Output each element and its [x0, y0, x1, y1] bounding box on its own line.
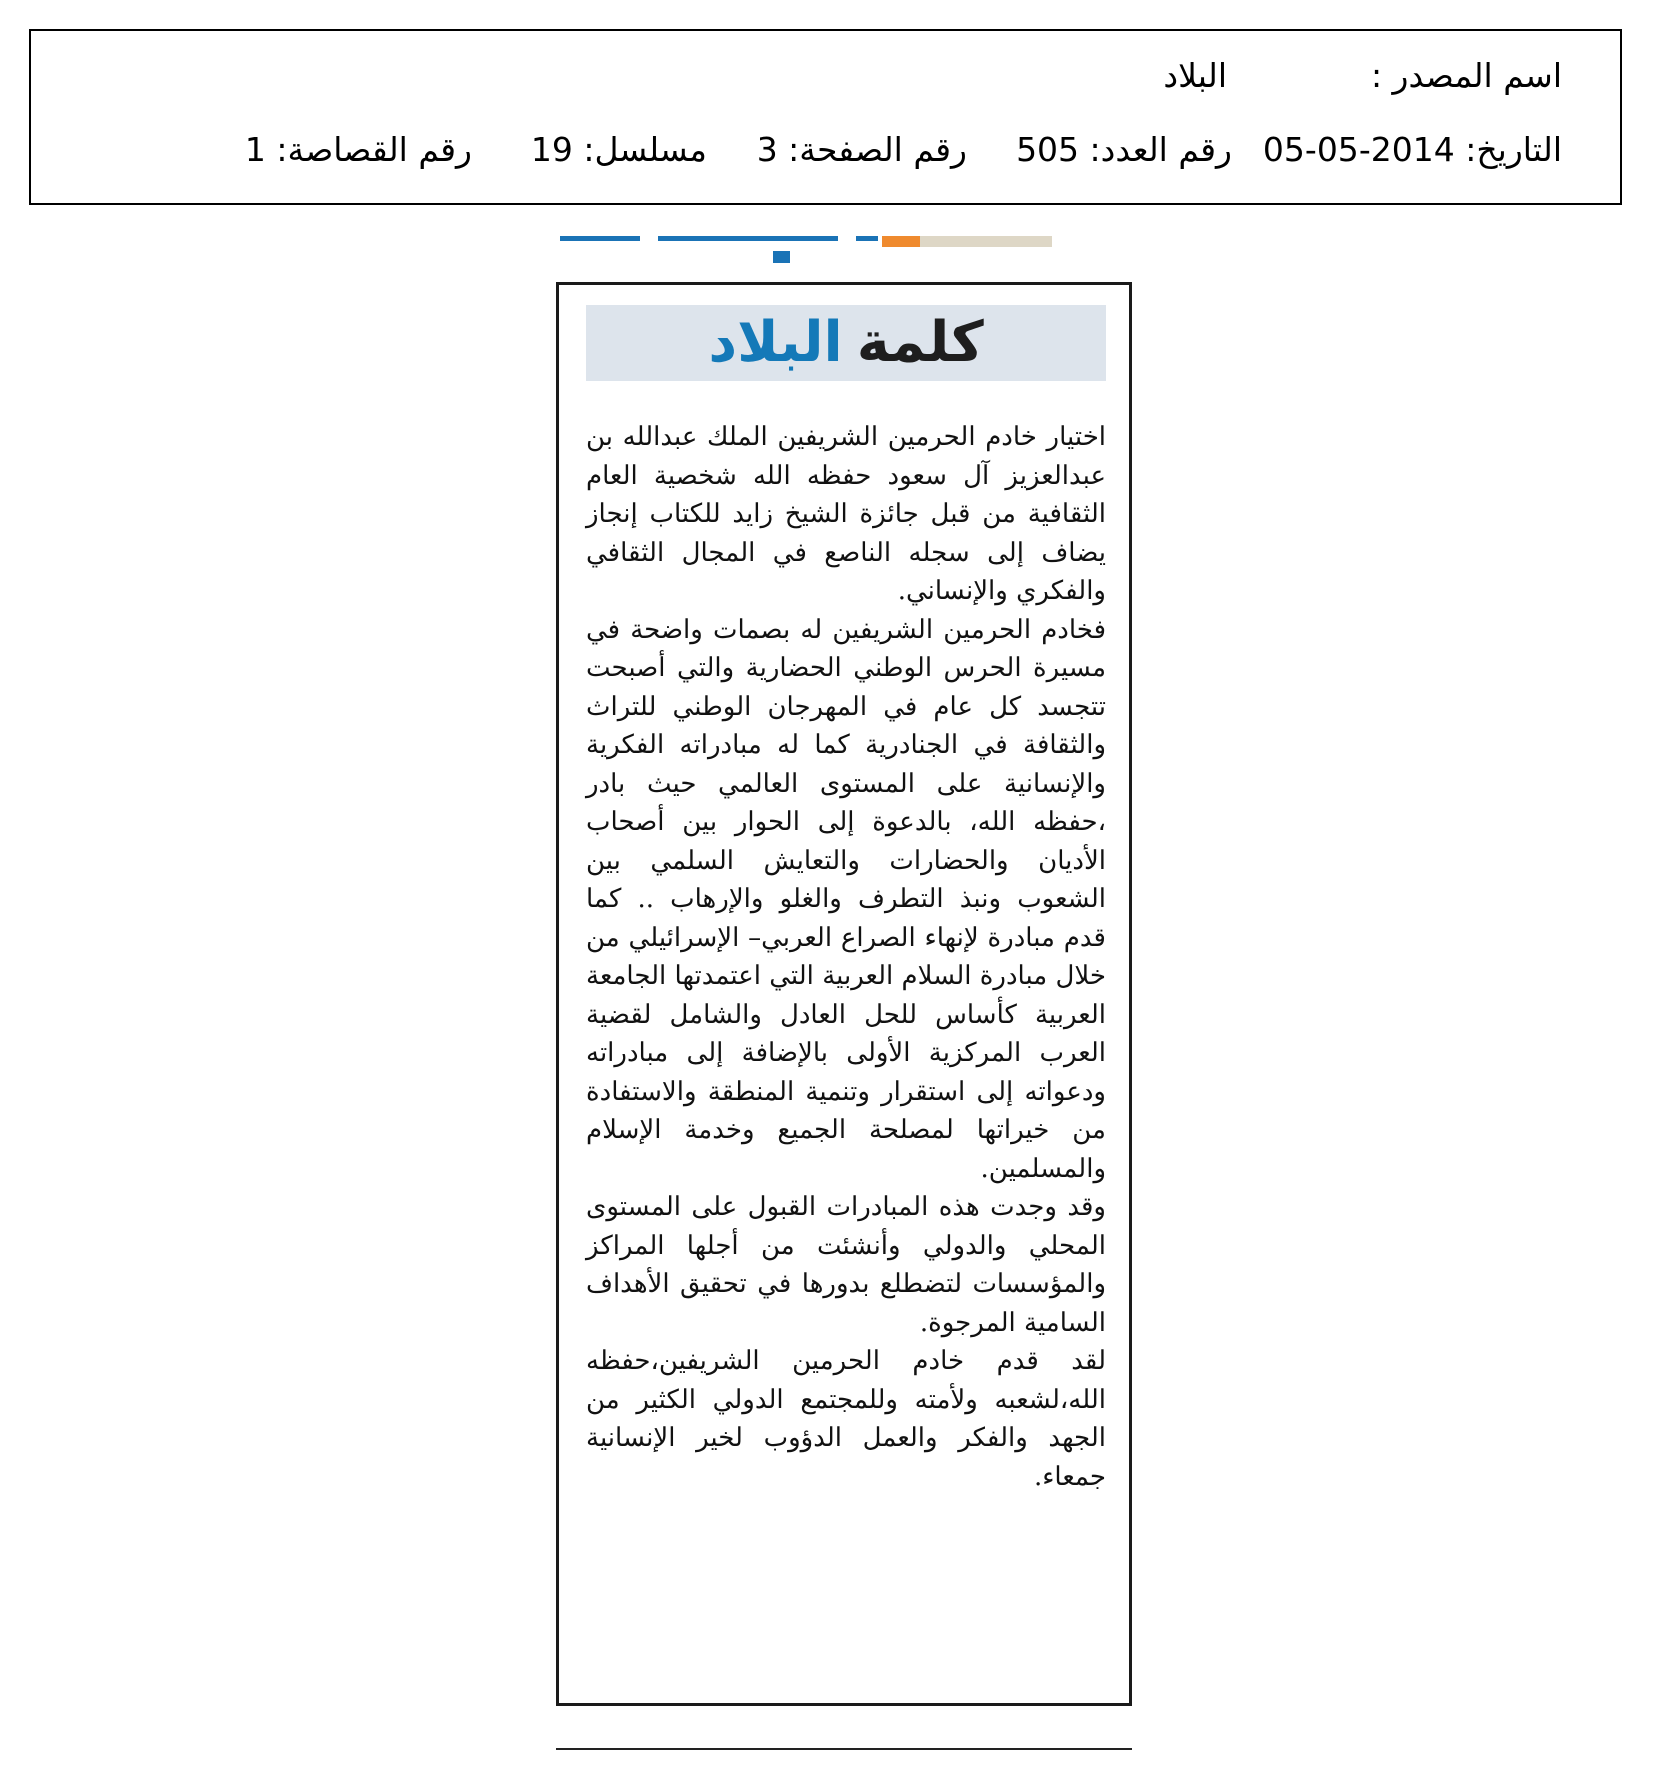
masthead-title: [708, 311, 983, 375]
source-label: اسم المصدر :: [1370, 56, 1562, 95]
decorative-bar: [560, 236, 640, 241]
decorative-notch: [773, 251, 790, 263]
masthead-word-kalimat: كلمة: [856, 310, 984, 375]
article-paragraph: فخادم الحرمين الشريفين له بصمات واضحة في مسيرة الحرس الوطني الحضارية والتي أصبحت تتجسد كل عام في المهرجان الوطني للتراث والثقافة في الجنادرية كما له مبادراته الفكرية والإنسانية على المستوى العالمي حيث بادر ،حفظه الله، بالدعوة إلى الحوار بين أصحاب الأديان والحضارات والتعايش السلمي بين الشعوب ونبذ التطرف والغلو والإرهاب .. كما قدم مبادرة لإنهاء الصراع العربي– الإسرائيلي من خلال مبادرة السلام العربية التي اعتمدتها الجامعة العربية كأساس للحل العادل والشامل لقضية العرب المركزية الأولى بالإضافة إلى مبادراته ودعواته إلى استقرار وتنمية المنطقة والاستفادة من خيراتها لمصلحة الجميع وخدمة الإسلام والمسلمين.: [586, 614, 1106, 1184]
page-number-field: رقم الصفحة: 3: [756, 130, 967, 169]
serial-field: مسلسل: 19: [530, 130, 707, 169]
masthead-word-albilad: البلاد: [708, 310, 843, 375]
decorative-bar: [658, 236, 838, 241]
clipping-number-field: رقم القصاصة: 1: [244, 130, 472, 169]
bottom-divider: [556, 1748, 1132, 1750]
article-paragraph: اختيار خادم الحرمين الشريفين الملك عبدالله بن عبدالعزيز آل سعود حفظه الله شخصية العام الثقافية من قبل جائزة الشيخ زايد للكتاب إنجاز يضاف إلى سجله الناصع في المجال الثقافي والفكري والإنساني.: [586, 422, 1106, 606]
column-masthead: [586, 305, 1106, 381]
article-paragraph: وقد وجدت هذه المبادرات القبول على المستوى المحلي والدولي وأنشئت من أجلها المراكز والمؤسسات لتضطلع بدورها في تحقيق الأهداف السامية المرجوة.: [586, 1192, 1106, 1338]
issue-number-field: رقم العدد: 505: [1016, 130, 1232, 169]
article-paragraph: لقد قدم خادم الحرمين الشريفين،حفظه الله،لشعبه ولأمته وللمجتمع الدولي الكثير من الجهد والفكر والعمل الدؤوب لخير الإنسانية جمعاء.: [586, 1346, 1106, 1492]
decorative-bar: [856, 236, 878, 241]
decorative-bar-orange: [882, 236, 920, 247]
article-body: [586, 418, 1106, 1496]
source-info-box: [29, 29, 1622, 205]
source-value: البلاد: [1163, 56, 1227, 95]
date-field: التاريخ: 2014-05-05: [1262, 130, 1562, 169]
decorative-bar-beige: [920, 236, 1052, 247]
article-frame: [556, 282, 1132, 1706]
